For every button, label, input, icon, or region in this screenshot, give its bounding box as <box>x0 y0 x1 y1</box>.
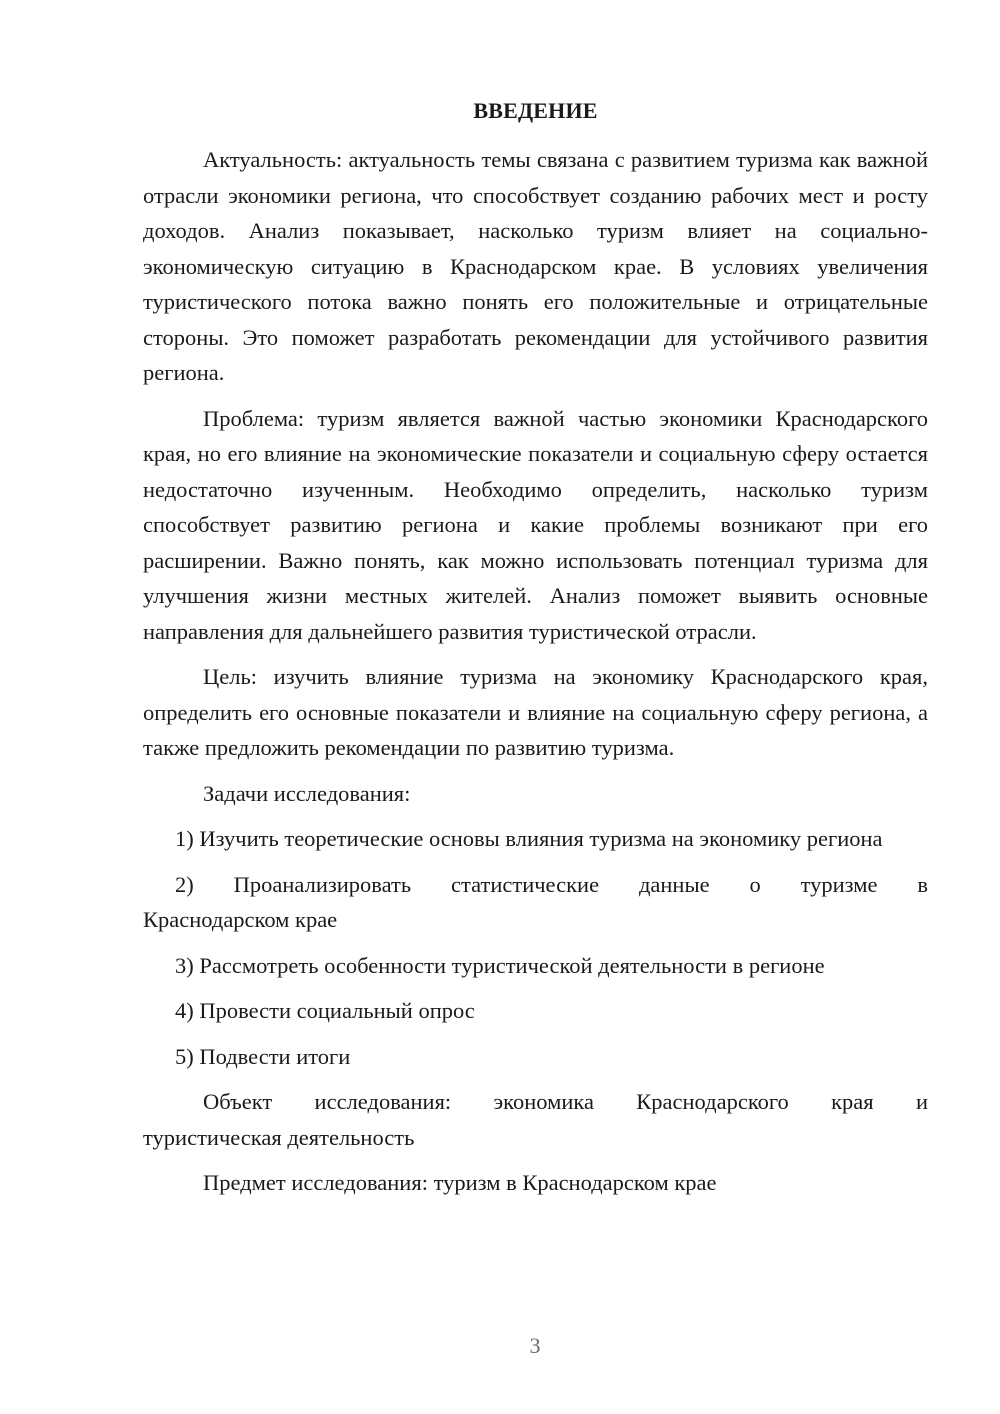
problem-paragraph: Проблема: туризм является важной частью экономики Краснодарского края, но его влияние на экономические показатели и социальную сферу остается недостаточно изученным. Необходимо определить, насколько туризм способствует развитию региона и какие проблемы возникают при его расширении. Важно понять, как можно использовать потенциал туризма для улучшения жизни местных жителей. Анализ поможет выявить основные направления для дальнейшего развития туристической отрасли. <box>143 405 928 644</box>
subject-paragraph: Предмет исследования: туризм в Краснодарском крае <box>203 1170 717 1195</box>
task-item-2 <box>143 867 928 938</box>
page-content <box>143 94 928 1211</box>
task-item-5: 5) Подвести итоги <box>175 1043 351 1069</box>
relevance-paragraph: Актуальность: актуальность темы связана с развитием туризма как важной отрасли экономики региона, что способствует созданию рабочих мест и росту доходов. Анализ показывает, насколько туризм влияет на социально-экономическую ситуацию в Краснодарском крае. В условиях увеличения туристического потока важно понять его положительные и отрицательные стороны. Это поможет разработать рекомендации для устойчивого развития региона. <box>143 147 928 385</box>
task-item-4: 4) Провести социальный опрос <box>175 998 475 1023</box>
goal-paragraph: Цель: изучить влияние туризма на экономику Краснодарского края, определить его основные показатели и влияние на социальную сферу региона, а также предложить рекомендации по развитию туризма. <box>143 664 928 760</box>
task-item-2-line-2: Краснодарском крае <box>143 907 338 932</box>
section-title: ВВЕДЕНИЕ <box>473 98 598 123</box>
object-line-1: Объект исследования: экономика Краснодарского края и <box>203 1089 928 1114</box>
page-number: 3 <box>529 1333 541 1358</box>
task-item-3: 3) Рассмотреть особенности туристической деятельности в регионе <box>175 952 825 978</box>
object-paragraph <box>143 1084 928 1155</box>
task-item-2-line-1: 2) Проанализировать статистические данные о туризме в <box>175 871 928 897</box>
object-line-2: туристическая деятельность <box>143 1124 415 1150</box>
tasks-heading: Задачи исследования: <box>203 780 411 806</box>
task-item-1: 1) Изучить теоретические основы влияния туризма на экономику региона <box>175 826 883 851</box>
